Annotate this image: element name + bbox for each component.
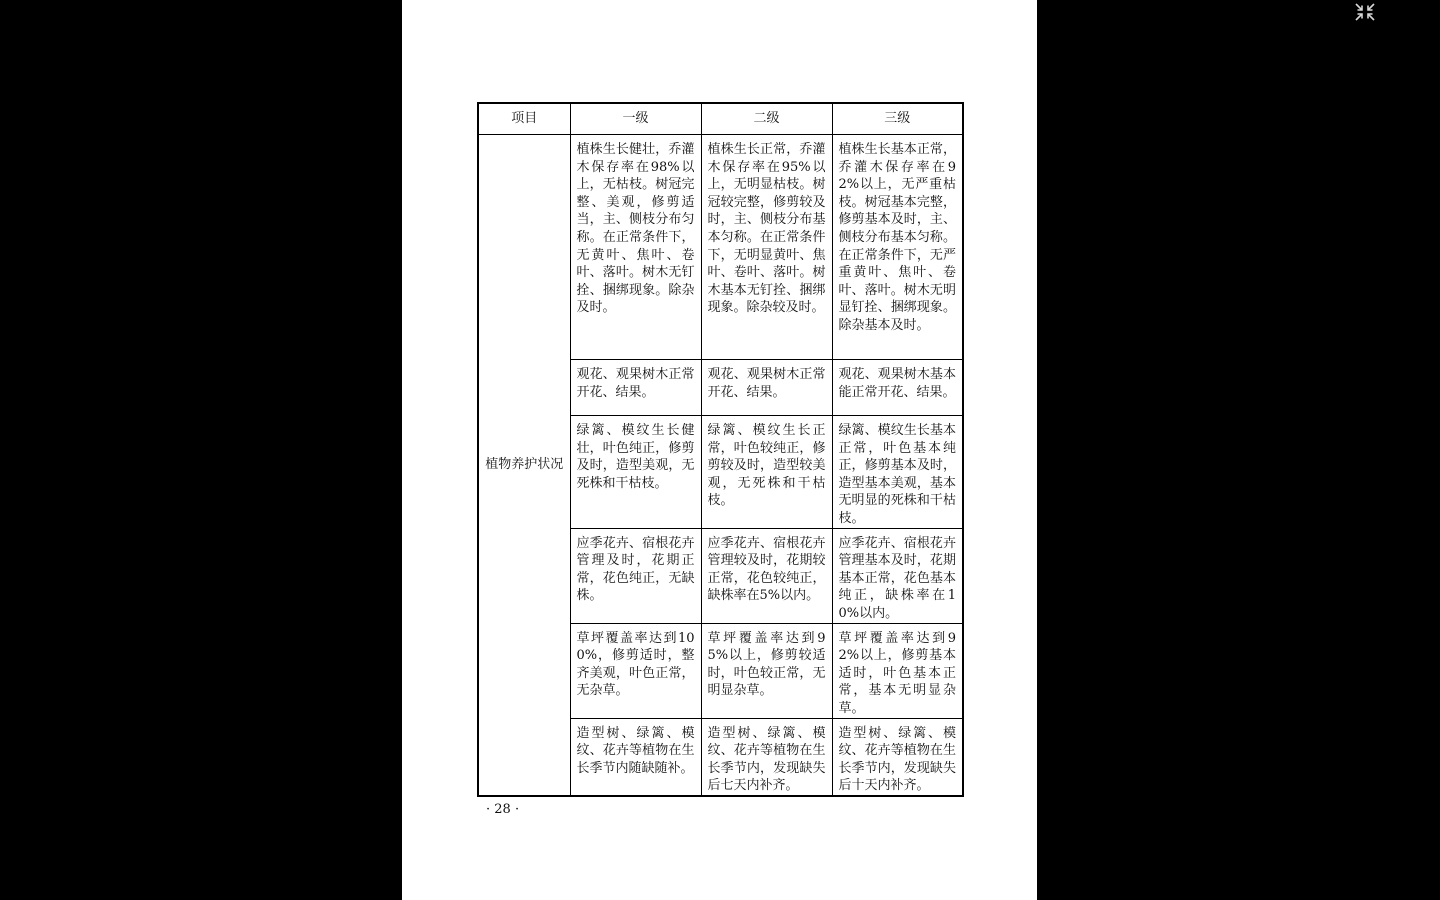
table-cell: 造型树、绿篱、模纹、花卉等植物在生长季节内，发现缺失后七天内补齐。 bbox=[701, 718, 832, 796]
table-row bbox=[478, 135, 963, 360]
table-cell: 植株生长基本正常，乔灌木保存率在92%以上，无严重枯枝。树冠基本完整，修剪基本及时，主、侧枝分布基本匀称。在正常条件下，无严重黄叶、焦叶、卷叶、落叶。树木无明显钉拴、捆绑现象。除杂基本及时。 bbox=[832, 135, 963, 360]
document-page bbox=[402, 0, 1037, 900]
table-cell: 植株生长健壮，乔灌木保存率在98%以上，无枯枝。树冠完整、美观，修剪适当，主、侧枝分布匀称。在正常条件下，无黄叶、焦叶、卷叶、落叶。树木无钉拴、捆绑现象。除杂及时。 bbox=[570, 135, 701, 360]
maintenance-standard-table bbox=[477, 102, 964, 797]
table-cell: 应季花卉、宿根花卉管理基本及时，花期基本正常，花色基本纯正，缺株率在10%以内。 bbox=[832, 528, 963, 623]
table-cell: 绿篱、模纹生长正常，叶色较纯正，修剪较及时，造型较美观，无死株和干枯枝。 bbox=[701, 416, 832, 529]
table-cell: 草坪覆盖率达到100%，修剪适时，整齐美观，叶色正常，无杂草。 bbox=[570, 623, 701, 718]
collapse-arrows-icon bbox=[1354, 2, 1376, 22]
exit-fullscreen-button[interactable] bbox=[1354, 2, 1376, 22]
header-level-1: 一级 bbox=[570, 103, 701, 135]
header-level-3: 三级 bbox=[832, 103, 963, 135]
row-group-label: 植物养护状况 bbox=[478, 135, 570, 796]
table-header-row bbox=[478, 103, 963, 135]
table-cell: 绿篱、模纹生长基本正常，叶色基本纯正，修剪基本及时，造型基本美观，基本无明显的死株和干枯枝。 bbox=[832, 416, 963, 529]
table-cell: 绿篱、模纹生长健壮，叶色纯正，修剪及时，造型美观，无死株和干枯枝。 bbox=[570, 416, 701, 529]
page-number: · 28 · bbox=[486, 802, 520, 817]
header-item: 项目 bbox=[478, 103, 570, 135]
table-cell: 观花、观果树木正常开花、结果。 bbox=[570, 360, 701, 416]
table-cell: 造型树、绿篱、模纹、花卉等植物在生长季节内随缺随补。 bbox=[570, 718, 701, 796]
table-cell: 应季花卉、宿根花卉管理较及时，花期较正常，花色较纯正，缺株率在5%以内。 bbox=[701, 528, 832, 623]
header-level-2: 二级 bbox=[701, 103, 832, 135]
table-cell: 造型树、绿篱、模纹、花卉等植物在生长季节内，发现缺失后十天内补齐。 bbox=[832, 718, 963, 796]
table-cell: 植株生长正常，乔灌木保存率在95%以上，无明显枯枝。树冠较完整，修剪较及时，主、侧枝分布基本匀称。在正常条件下，无明显黄叶、焦叶、卷叶、落叶。树木基本无钉拴、捆绑现象。除杂较及时。 bbox=[701, 135, 832, 360]
table-cell: 应季花卉、宿根花卉管理及时，花期正常，花色纯正，无缺株。 bbox=[570, 528, 701, 623]
table-cell: 观花、观果树木正常开花、结果。 bbox=[701, 360, 832, 416]
table-cell: 草坪覆盖率达到92%以上，修剪基本适时，叶色基本正常，基本无明显杂草。 bbox=[832, 623, 963, 718]
table-cell: 观花、观果树木基本能正常开花、结果。 bbox=[832, 360, 963, 416]
table-cell: 草坪覆盖率达到95%以上，修剪较适时，叶色较正常，无明显杂草。 bbox=[701, 623, 832, 718]
